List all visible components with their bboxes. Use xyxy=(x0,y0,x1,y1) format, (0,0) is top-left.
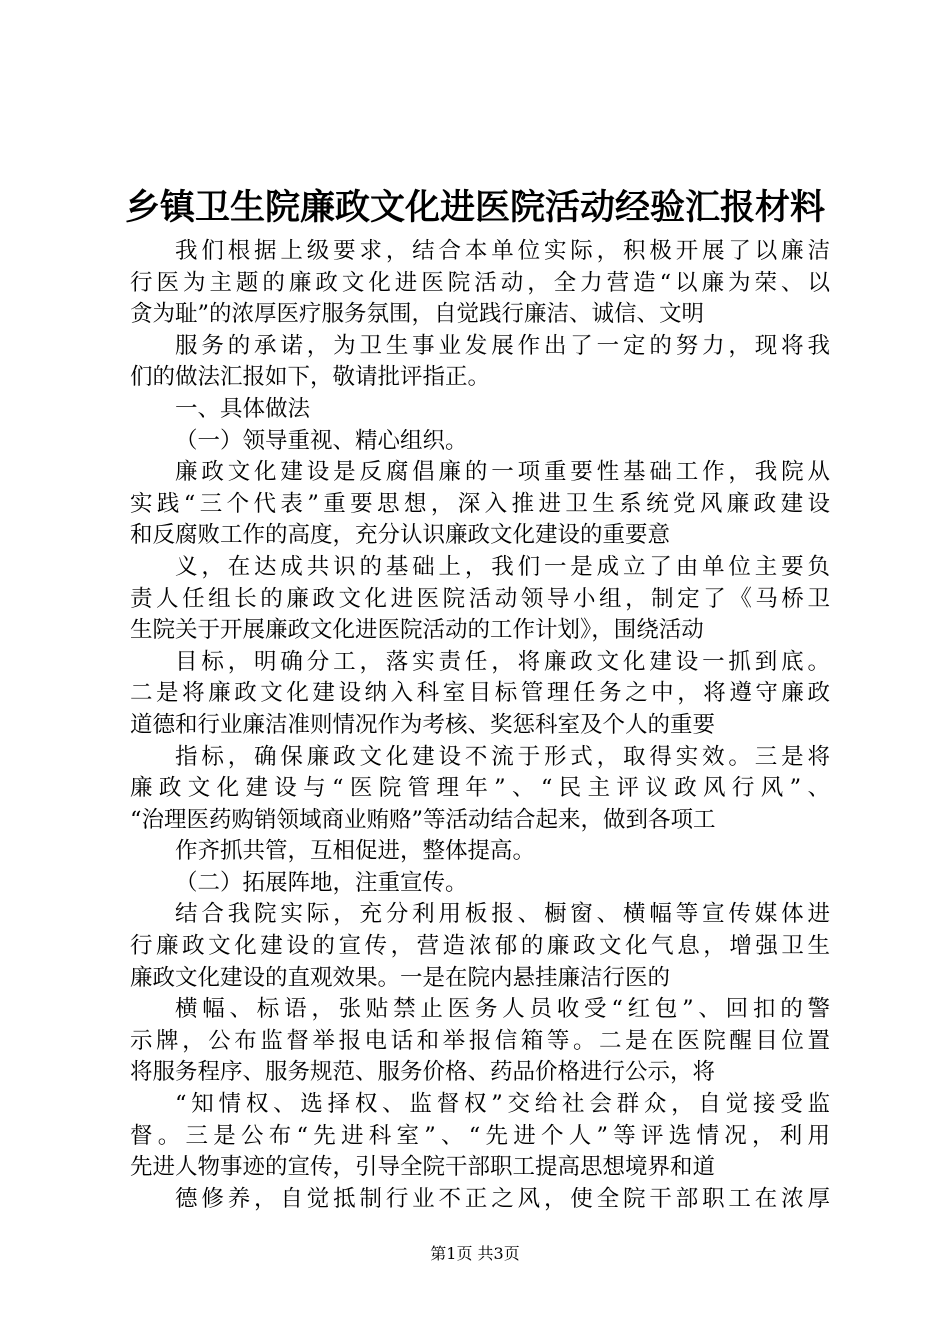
text-line: 生院关于开展廉政文化进医院活动的工作计划》，围绕活动 xyxy=(130,617,704,644)
subsection-heading: （二）拓展阵地，注重宣传。 xyxy=(175,869,468,896)
text-line: 将服务程序、服务规范、服务价格、药品价格进行公示，将 xyxy=(130,1059,716,1086)
text-line: 们的做法汇报如下，敬请批评指正。 xyxy=(130,364,491,391)
document-title: 乡镇卫生院廉政文化进医院活动经验汇报材料 xyxy=(124,187,825,228)
text-line: 德修养，自觉抵制行业不正之风，使全院干部职工在浓厚 xyxy=(175,1185,830,1212)
text-line: 道德和行业廉洁准则情况作为考核、奖惩科室及个人的重要 xyxy=(130,711,716,738)
text-line: 行廉政文化建设的宣传，营造浓郁的廉政文化气息，增强卫生 xyxy=(130,933,830,960)
text-line: 作齐抓共管，互相促进，整体提高。 xyxy=(175,838,536,865)
text-line: 先进人物事迹的宣传，引导全院干部职工提高思想境界和道 xyxy=(130,1154,716,1181)
text-line: 廉政文化建设的直观效果。一是在院内悬挂廉洁行医的 xyxy=(130,964,671,991)
text-line: 贪为耻”的浓厚医疗服务氛围，自觉践行廉洁、诚信、文明 xyxy=(130,301,705,328)
text-line: 义，在达成共识的基础上，我们一是成立了由单位主要负 xyxy=(175,553,830,580)
text-line: 结合我院实际，充分利用板报、橱窗、横幅等宣传媒体进 xyxy=(175,901,830,928)
text-line: “治理医药购销领域商业贿赂”等活动结合起来，做到各项工 xyxy=(130,806,716,833)
text-line: 示牌，公布监督举报电话和举报信箱等。二是在医院醒目位置 xyxy=(130,1027,830,1054)
text-line: 廉政文化建设是反腐倡廉的一项重要性基础工作，我院从 xyxy=(175,459,830,486)
text-line: 责人任组长的廉政文化进医院活动领导小组，制定了《马桥卫 xyxy=(130,585,830,612)
text-line: 目标，明确分工，落实责任，将廉政文化建设一抓到底。 xyxy=(175,648,830,675)
document-body xyxy=(130,236,830,1215)
text-line: “知情权、选择权、监督权”交给社会群众，自觉接受监 xyxy=(175,1091,830,1118)
page-number: 第1页 共3页 xyxy=(430,1244,520,1263)
text-line: 二是将廉政文化建设纳入科室目标管理任务之中，将遵守廉政 xyxy=(130,680,830,707)
text-line: 我们根据上级要求，结合本单位实际，积极开展了以廉洁 xyxy=(175,238,830,264)
text-line: 督。三是公布“先进科室”、“先进个人”等评选情况，利用 xyxy=(130,1122,830,1149)
text-line: 横幅、标语，张贴禁止医务人员收受“红包”、回扣的警 xyxy=(175,996,830,1023)
text-line: 指标，确保廉政文化建设不流于形式，取得实效。三是将 xyxy=(175,743,830,770)
text-line: 服务的承诺，为卫生事业发展作出了一定的努力，现将我 xyxy=(175,332,830,359)
text-line: 廉政文化建设与“医院管理年”、“民主评议政风行风”、 xyxy=(130,775,830,802)
text-line: 行医为主题的廉政文化进医院活动，全力营造“以廉为荣、以 xyxy=(130,269,830,296)
text-line: 实践“三个代表”重要思想，深入推进卫生系统党风廉政建设 xyxy=(130,490,830,517)
text-line: 和反腐败工作的高度，充分认识廉政文化建设的重要意 xyxy=(130,522,671,549)
subsection-heading: （一）领导重视、精心组织。 xyxy=(175,427,468,454)
section-heading: 一、具体做法 xyxy=(175,395,311,422)
